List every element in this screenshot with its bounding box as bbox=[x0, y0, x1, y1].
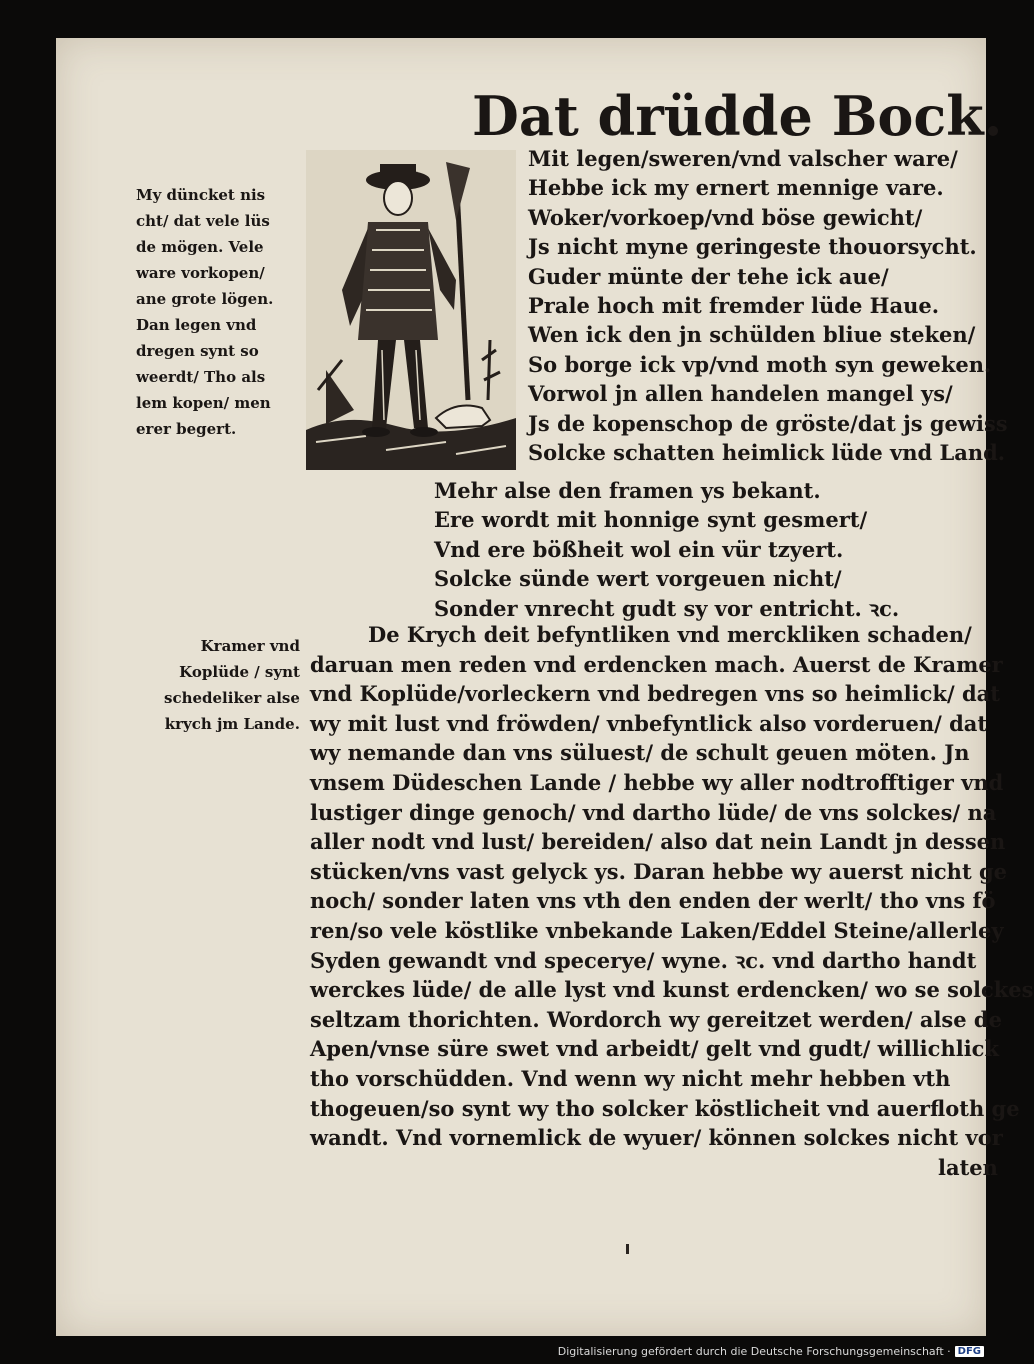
note-line: cht/ dat vele lüs bbox=[136, 212, 270, 230]
verse-line: Prale hoch mit fremder lüde Haue. bbox=[528, 292, 940, 318]
verse-line: Vnd ere bößheit wol ein vür tzyert. bbox=[434, 536, 844, 562]
prose-line: Syden gewandt vnd specerye/ wyne. ꝛc. vnd dartho handt bbox=[310, 947, 977, 973]
verse-line: Js de kopenschop de gröste/dat js gewiss bbox=[528, 410, 1008, 436]
prose-line: wy nemande dan vns süluest/ de schult geuen möten. Jn bbox=[310, 740, 970, 766]
ink-mark bbox=[626, 1244, 629, 1254]
note-line: Dan legen vnd bbox=[136, 316, 257, 334]
note-line: de mögen. Vele bbox=[136, 238, 264, 256]
note-line: erer begert. bbox=[136, 420, 237, 438]
prose-line: werckes lüde/ de alle lyst vnd kunst erdencken/ wo se solckes bbox=[310, 977, 1034, 1003]
prose-line: seltzam thorichten. Wordorch wy gereitzet werden/ alse de bbox=[310, 1006, 1002, 1032]
note-line: krych jm Lande. bbox=[164, 715, 300, 733]
prose-paragraph bbox=[310, 620, 1034, 1182]
prose-line: De Krych deit befyntliken vnd merckliken schaden/ bbox=[368, 622, 972, 647]
prose-line: stücken/vns vast gelyck ys. Daran hebbe wy auerst nicht ge bbox=[310, 858, 1008, 884]
verse-line: Guder münte der tehe ick aue/ bbox=[528, 263, 889, 289]
prose-line: daruan men reden vnd erdencken mach. Auerst de Kramer bbox=[310, 651, 1003, 677]
prose-line: wandt. Vnd vornemlick de wyuer/ können solckes nicht vor bbox=[310, 1125, 1003, 1151]
woodcut-merchant-illustration bbox=[306, 150, 516, 470]
verse-line: Solcke sünde wert vorgeuen nicht/ bbox=[434, 566, 842, 592]
note-line: Koplüde / synt bbox=[179, 663, 300, 681]
note-line: dregen synt so bbox=[136, 342, 259, 360]
note-line: My düncket nis bbox=[136, 186, 266, 204]
bleed-through-shadow bbox=[296, 100, 310, 151]
catchword: laten bbox=[938, 1154, 998, 1180]
verse-line: Mehr alse den framen ys bekant. bbox=[434, 478, 821, 503]
page-heading: Dat drüdde Bock. bbox=[472, 84, 1003, 148]
verse-block-upper bbox=[528, 144, 1008, 467]
digitization-footer bbox=[558, 1345, 984, 1358]
verse-line: Mit legen/sweren/vnd valscher ware/ bbox=[528, 146, 958, 171]
prose-line: vnsem Düdeschen Lande / hebbe wy aller nodtrofftiger vnd bbox=[310, 769, 1004, 795]
verse-line: Sonder vnrecht gudt sy vor entricht. ꝛc. bbox=[434, 595, 900, 621]
prose-line: tho vorschüdden. Vnd wenn wy nicht mehr hebben vth bbox=[310, 1065, 951, 1091]
verse-line: Wen ick den jn schülden bliue steken/ bbox=[528, 322, 976, 348]
prose-line: thogeuen/so synt wy tho solcker köstlicheit vnd auerfloth ge bbox=[310, 1095, 1020, 1121]
verse-line: Ere wordt mit honnige synt gesmert/ bbox=[434, 507, 868, 533]
prose-line: vnd Koplüde/vorleckern vnd bedregen vns so heimlick/ dat bbox=[310, 681, 1000, 707]
verse-line: Vorwol jn allen handelen mangel ys/ bbox=[528, 381, 953, 407]
verse-line: Woker/vorkoep/vnd böse gewicht/ bbox=[528, 204, 923, 230]
note-line: weerdt/ Tho als bbox=[136, 368, 266, 386]
dfg-logo: DFG bbox=[955, 1346, 984, 1357]
verse-line: Hebbe ick my ernert mennige vare. bbox=[528, 175, 944, 201]
note-line: lem kopen/ men bbox=[136, 394, 271, 412]
verse-block-lower bbox=[434, 476, 899, 623]
margin-note-upper bbox=[136, 182, 273, 442]
prose-line: noch/ sonder laten vns vth den enden der werlt/ tho vns fö bbox=[310, 888, 996, 914]
prose-line: wy mit lust vnd fröwden/ vnbefyntlick also vorderuen/ dat bbox=[310, 710, 988, 736]
note-line: Kramer vnd bbox=[200, 637, 300, 655]
verse-line: So borge ick vp/vnd moth syn geweken. bbox=[528, 351, 992, 377]
prose-line: lustiger dinge genoch/ vnd dartho lüde/ de vns solckes/ na bbox=[310, 799, 997, 825]
note-line: schedeliker alse bbox=[164, 689, 300, 707]
margin-note-lower bbox=[164, 633, 300, 737]
prose-line: Apen/vnse süre swet vnd arbeidt/ gelt vnd gudt/ willichlick bbox=[310, 1036, 1000, 1062]
prose-line: aller nodt vnd lust/ bereiden/ also dat nein Landt jn dessen bbox=[310, 829, 1006, 855]
footer-credit-text: Digitalisierung gefördert durch die Deutsche Forschungsgemeinschaft · bbox=[557, 1345, 951, 1358]
note-line: ware vorkopen/ bbox=[136, 264, 265, 282]
prose-line: ren/so vele köstlike vnbekande Laken/Eddel Steine/allerley bbox=[310, 917, 1004, 943]
note-line: ane grote lögen. bbox=[136, 290, 274, 308]
verse-line: Solcke schatten heimlick lüde vnd Land. bbox=[528, 439, 1006, 465]
verse-line: Js nicht myne geringeste thouorsycht. bbox=[528, 234, 977, 260]
book-page bbox=[56, 38, 1034, 1336]
